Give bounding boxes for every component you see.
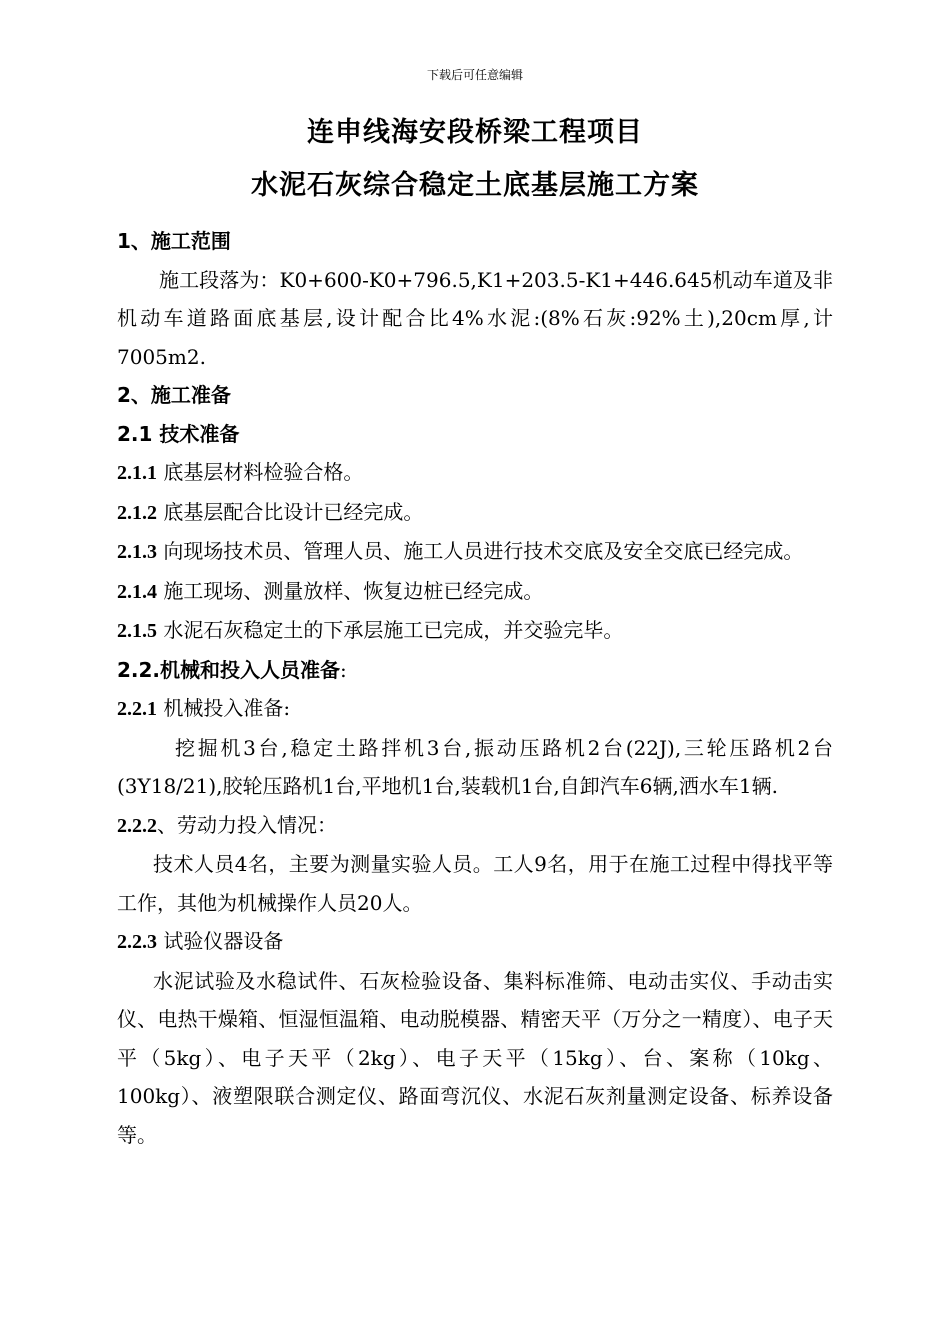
item-2-2-2 [117, 806, 833, 846]
section-heading-2: 2、施工准备 [117, 383, 231, 407]
item-2-2-2-paragraph: 技术人员4名，主要为测量实验人员。工人9名，用于在施工过程中得找平等工作，其他为机械操作人员20人。 [117, 852, 833, 915]
item-2-2-1-paragraph: 挖掘机3台,稳定土路拌机3台,振动压路机2台(22J),三轮压路机2台(3Y18/21),胶轮压路机1台,平地机1台,装载机1台,自卸汽车6辆,洒水车1辆. [117, 735, 833, 798]
item-text: 水泥石灰稳定土的下承层施工已完成，并交验完毕。 [157, 618, 624, 642]
item-text: 试验仪器设备 [157, 929, 284, 953]
item-2-2-1 [117, 689, 833, 729]
document-title-line2: 水泥石灰综合稳定土底基层施工方案 [251, 170, 699, 201]
heading-colon: : [340, 657, 347, 682]
item-text: 底基层材料检验合格。 [157, 460, 364, 484]
section-heading-2-2 [117, 651, 833, 690]
item-2-1-1 [117, 453, 833, 493]
item-number: 2.1.5 [117, 620, 157, 642]
section-heading-2-2-text: 2.2.机械和投入人员准备 [117, 657, 341, 682]
section-1-paragraph: 施工段落为：K0+600-K0+796.5,K1+203.5-K1+446.645机动车道及非机动车道路面底基层,设计配合比4%水泥:(8%石灰:92%土),20cm厚,计7005m2. [117, 267, 833, 369]
item-number: 2.1.3 [117, 541, 157, 563]
item-2-2-3 [117, 922, 833, 962]
document-body [117, 222, 833, 1154]
item-number: 2.2.2 [117, 814, 157, 837]
item-2-1-4 [117, 572, 833, 612]
item-2-1-2 [117, 493, 833, 533]
item-number: 2.2.3 [117, 931, 157, 953]
item-text: 底基层配合比设计已经完成。 [157, 499, 424, 524]
item-text: 机械投入准备: [157, 696, 291, 720]
section-heading-1: 1、施工范围 [117, 229, 231, 253]
header-note: 下载后可任意编辑 [426, 68, 523, 82]
item-2-2-3-paragraph: 水泥试验及水稳试件、石灰检验设备、集料标准筛、电动击实仪、手动击实仪、电热干燥箱、恒湿恒温箱、电动脱模器、精密天平（万分之一精度）、电子天平（5kg）、电子天平（2kg）、电子天平（15kg）、台、案称（10kg、100kg）、液塑限联合测定仪、路面弯沉仪、水泥石灰剂量测定设备、标养设备等。 [117, 968, 833, 1147]
item-number: 2.1.4 [117, 580, 157, 603]
item-text: 施工现场、测量放样、恢复边桩已经完成。 [157, 578, 544, 603]
document-title-line1: 连申线海安段桥梁工程项目 [307, 117, 643, 148]
section-heading-2-1: 2.1 技术准备 [117, 421, 240, 446]
item-number: 2.2.1 [117, 698, 157, 720]
item-number: 2.1.2 [117, 501, 157, 524]
item-text: 、劳动力投入情况： [157, 812, 337, 837]
item-2-1-3 [117, 532, 833, 572]
item-text: 向现场技术员、管理人员、施工人员进行技术交底及安全交底已经完成。 [157, 539, 804, 563]
item-2-1-5 [117, 611, 833, 651]
item-number: 2.1.1 [117, 462, 157, 484]
